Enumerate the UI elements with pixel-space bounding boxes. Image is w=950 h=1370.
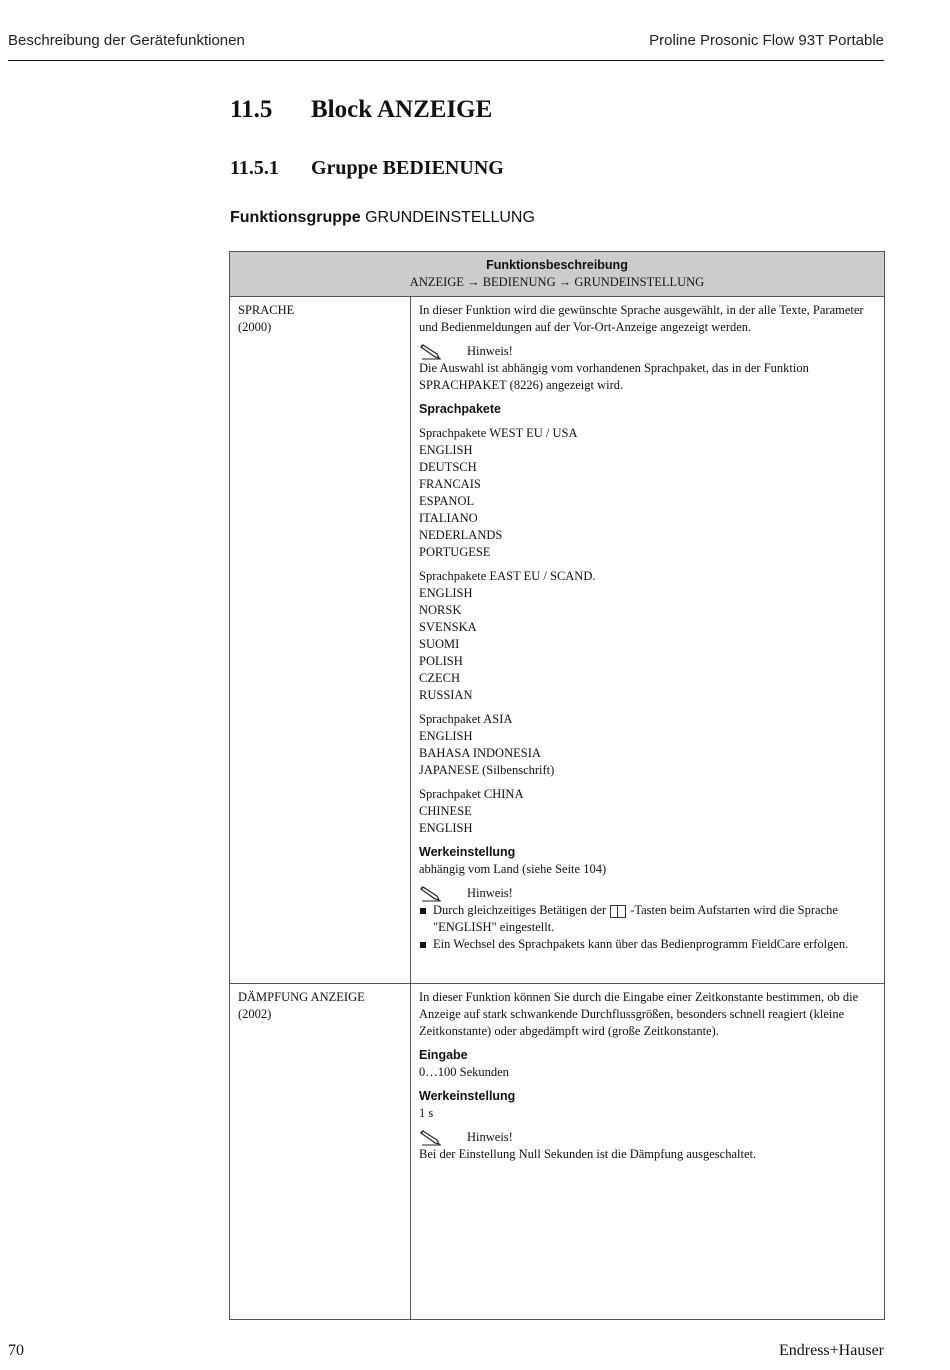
group-heading-prefix: Funktionsgruppe — [230, 209, 361, 226]
default-heading: Werkeinstellung — [419, 845, 516, 859]
note-text: Bei der Einstellung Null Sekunden ist die Dämpfung ausgeschaltet. — [419, 1147, 757, 1161]
language-item: ENGLISH — [419, 821, 473, 835]
table-row — [230, 984, 885, 1320]
table-row — [230, 297, 885, 984]
function-intro: In dieser Funktion wird die gewünschte Sprache ausgewählt, in der alle Texte, Parameter und Bedienmeldungen auf der Vor-Ort-Anzeige angezeigt werden. — [419, 303, 864, 334]
function-name: DÄMPFUNG ANZEIGE — [238, 990, 365, 1004]
input-value: 0…100 Sekunden — [419, 1065, 509, 1079]
list-item — [433, 902, 876, 936]
bullet-text: -Tasten beim Aufstarten wird die Sprache "ENGLISH" eingestellt. — [433, 903, 838, 934]
pencil-icon — [419, 344, 443, 360]
language-item: DEUTSCH — [419, 460, 477, 474]
running-header-right: Proline Prosonic Flow 93T Portable — [649, 32, 884, 49]
language-pack — [419, 711, 876, 779]
header-rule — [8, 60, 884, 61]
pencil-icon — [419, 1130, 443, 1146]
language-item: RUSSIAN — [419, 688, 473, 702]
group-heading-name: GRUNDEINSTELLUNG — [365, 209, 535, 226]
function-table — [229, 251, 885, 1320]
language-pack — [419, 425, 876, 561]
running-header-left: Beschreibung der Gerätefunktionen — [8, 32, 245, 49]
language-pack-title: Sprachpaket CHINA — [419, 787, 524, 801]
function-code: (2000) — [238, 320, 272, 334]
function-label-cell — [230, 984, 411, 1320]
table-header — [230, 252, 885, 297]
note-label: Hinweis! — [467, 1130, 513, 1144]
language-item: CZECH — [419, 671, 460, 685]
function-intro: In dieser Funktion können Sie durch die Eingabe einer Zeitkonstante bestimmen, ob die Anzeige auf stark schwankende Durchflussgrößen, besonders schnell reagiert (kleine Zeitkonstante) oder abgedämpft wird (große Zeitkonstante). — [419, 990, 859, 1038]
note-label: Hinweis! — [467, 886, 513, 900]
note-header — [419, 885, 876, 902]
note-text: Die Auswahl ist abhängig vom vorhandenen Sprachpaket, das in der Funktion SPRACHPAKET (8226) angezeigt wird. — [419, 361, 809, 392]
language-item: ESPANOL — [419, 494, 475, 508]
section-number: 11.5 — [230, 96, 273, 123]
function-label-cell — [230, 297, 411, 984]
language-item: BAHASA INDONESIA — [419, 746, 541, 760]
footer-brand: Endress+Hauser — [779, 1342, 884, 1359]
table-header-title: Funktionsbeschreibung — [486, 258, 628, 272]
subsection-number: 11.5.1 — [230, 157, 279, 179]
subsection-heading — [230, 157, 504, 180]
group-heading — [230, 209, 535, 227]
language-item: NORSK — [419, 603, 462, 617]
language-pack — [419, 568, 876, 704]
default-heading: Werkeinstellung — [419, 1089, 516, 1103]
function-code: (2002) — [238, 1007, 272, 1021]
language-packs — [419, 425, 876, 837]
language-item: ITALIANO — [419, 511, 478, 525]
language-item: ENGLISH — [419, 729, 473, 743]
language-item: NEDERLANDS — [419, 528, 503, 542]
subsection-title: Gruppe BEDIENUNG — [311, 157, 504, 179]
language-item: JAPANESE (Silbenschrift) — [419, 763, 555, 777]
list-item: Ein Wechsel des Sprachpakets kann über das Bedienprogramm FieldCare erfolgen. — [433, 936, 876, 953]
language-item: SVENSKA — [419, 620, 477, 634]
section-title: Block ANZEIGE — [311, 96, 493, 123]
language-item: ENGLISH — [419, 443, 473, 457]
page-number: 70 — [8, 1342, 24, 1359]
default-value: abhängig vom Land (siehe Seite 104) — [419, 862, 607, 876]
language-item: CHINESE — [419, 804, 472, 818]
pencil-icon — [419, 886, 443, 902]
function-description-cell — [411, 984, 885, 1320]
note-header — [419, 1129, 876, 1146]
plus-minus-keys-icon — [610, 905, 626, 918]
language-item: FRANCAIS — [419, 477, 481, 491]
input-heading: Eingabe — [419, 1048, 468, 1062]
default-value: 1 s — [419, 1106, 434, 1120]
language-item: ENGLISH — [419, 586, 473, 600]
language-pack — [419, 786, 876, 837]
function-description-cell — [411, 297, 885, 984]
language-pack-title: Sprachpakete WEST EU / USA — [419, 426, 578, 440]
note-header — [419, 343, 876, 360]
language-item: SUOMI — [419, 637, 460, 651]
table-header-path: ANZEIGE → BEDIENUNG → GRUNDEINSTELLUNG — [409, 275, 705, 289]
section-heading — [230, 96, 492, 124]
packs-heading: Sprachpakete — [419, 402, 501, 416]
language-item: PORTUGESE — [419, 545, 491, 559]
note-label: Hinweis! — [467, 344, 513, 358]
language-pack-title: Sprachpakete EAST EU / SCAND. — [419, 569, 596, 583]
language-item: POLISH — [419, 654, 463, 668]
note-bullets — [419, 902, 876, 953]
function-name: SPRACHE — [238, 303, 295, 317]
language-pack-title: Sprachpaket ASIA — [419, 712, 513, 726]
bullet-text: Durch gleichzeitiges Betätigen der — [433, 903, 607, 917]
